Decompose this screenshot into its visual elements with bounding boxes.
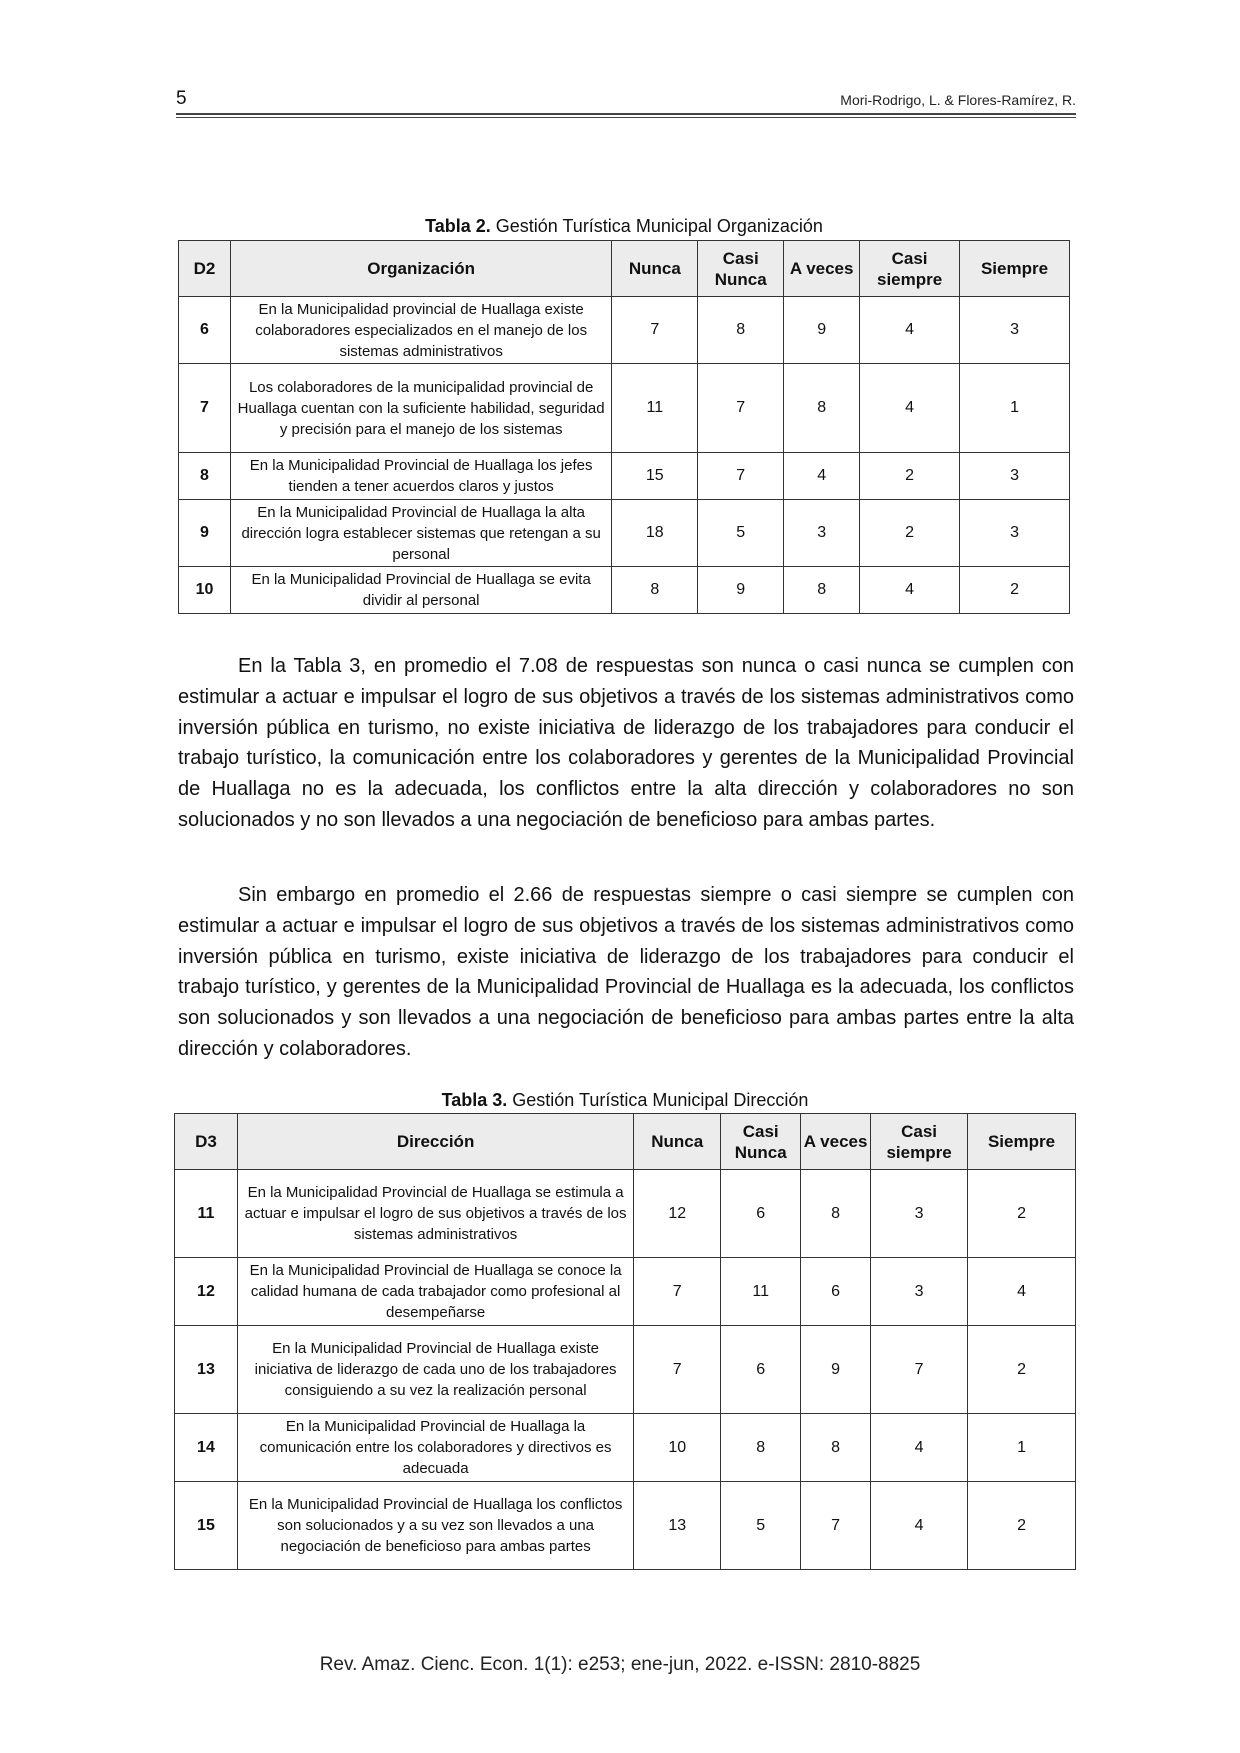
value-siempre: 2 (968, 1326, 1076, 1414)
table-row (175, 1414, 1076, 1482)
value-a-veces: 8 (801, 1414, 871, 1482)
value-casi-siempre: 4 (860, 567, 960, 614)
value-casi-nunca: 5 (698, 500, 784, 567)
value-casi-siempre: 4 (871, 1482, 968, 1570)
value-siempre: 3 (960, 500, 1070, 567)
value-a-veces: 8 (784, 567, 860, 614)
value-nunca: 12 (634, 1170, 721, 1258)
value-a-veces: 9 (801, 1326, 871, 1414)
table3-caption (174, 1090, 1076, 1111)
value-casi-nunca: 9 (698, 567, 784, 614)
column-header: A veces (801, 1114, 871, 1170)
value-casi-siempre: 4 (860, 364, 960, 453)
column-header: A veces (784, 241, 860, 297)
column-header: Casi Nunca (698, 241, 784, 297)
table-row (179, 500, 1070, 567)
running-authors: Mori-Rodrigo, L. & Flores-Ramírez, R. (840, 92, 1076, 108)
table-row (175, 1170, 1076, 1258)
value-siempre: 1 (968, 1414, 1076, 1482)
column-header: D3 (175, 1114, 238, 1170)
value-nunca: 11 (612, 364, 698, 453)
table3-caption-title: Gestión Turística Municipal Dirección (507, 1090, 809, 1110)
value-a-veces: 8 (801, 1170, 871, 1258)
column-header: Nunca (634, 1114, 721, 1170)
column-header: Casi Nunca (721, 1114, 801, 1170)
item-id: 8 (179, 453, 231, 500)
table2-caption-title: Gestión Turística Municipal Organización (490, 216, 823, 236)
item-description: En la Municipalidad Provincial de Huallaga se evita dividir al personal (230, 567, 611, 614)
body-paragraph-2 (178, 880, 1074, 1065)
value-nunca: 8 (612, 567, 698, 614)
item-id: 11 (175, 1170, 238, 1258)
value-nunca: 13 (634, 1482, 721, 1570)
value-casi-nunca: 8 (721, 1414, 801, 1482)
value-casi-nunca: 8 (698, 297, 784, 364)
column-header: Siempre (968, 1114, 1076, 1170)
value-a-veces: 3 (784, 500, 860, 567)
value-casi-nunca: 5 (721, 1482, 801, 1570)
item-description: En la Municipalidad Provincial de Huallaga la comunicación entre los colaboradores y directivos es adecuada (237, 1414, 633, 1482)
header-rule (176, 113, 1076, 115)
value-siempre: 3 (960, 297, 1070, 364)
value-casi-nunca: 7 (698, 364, 784, 453)
table-row (179, 364, 1070, 453)
item-description: En la Municipalidad provincial de Huallaga existe colaboradores especializados en el manejo de los sistemas administrativos (230, 297, 611, 364)
item-id: 15 (175, 1482, 238, 1570)
item-id: 12 (175, 1258, 238, 1326)
column-header: D2 (179, 241, 231, 297)
value-casi-nunca: 7 (698, 453, 784, 500)
value-nunca: 15 (612, 453, 698, 500)
item-description: En la Municipalidad Provincial de Huallaga se estimula a actuar e impulsar el logro de sus objetivos a través de los sistemas administrativos (237, 1170, 633, 1258)
value-casi-siempre: 3 (871, 1170, 968, 1258)
journal-footer: Rev. Amaz. Cienc. Econ. 1(1): e253; ene-jun, 2022. e-ISSN: 2810-8825 (319, 1654, 921, 1675)
item-description: En la Municipalidad Provincial de Huallaga la alta dirección logra establecer sistemas que retengan a su personal (230, 500, 611, 567)
item-description: En la Municipalidad Provincial de Huallaga los conflictos son solucionados y a su vez son llevados a una negociación de beneficioso para ambas partes (237, 1482, 633, 1570)
item-id: 7 (179, 364, 231, 453)
value-a-veces: 8 (784, 364, 860, 453)
value-nunca: 7 (634, 1326, 721, 1414)
table-row (179, 567, 1070, 614)
column-header: Organización (230, 241, 611, 297)
item-id: 13 (175, 1326, 238, 1414)
table-row (179, 297, 1070, 364)
value-siempre: 2 (968, 1482, 1076, 1570)
value-nunca: 7 (634, 1258, 721, 1326)
table-row (179, 453, 1070, 500)
value-a-veces: 7 (801, 1482, 871, 1570)
paragraph-text: En la Tabla 3, en promedio el 7.08 de respuestas son nunca o casi nunca se cumplen con estimular a actuar e impulsar el logro de sus objetivos a través de los sistemas administrativos como inversión pública en turismo, no existe iniciativa de liderazgo de los trabajadores para conducir el trabajo turístico, la comunicación entre los colaboradores y gerentes de la Municipalidad Provincial de Huallaga no es la adecuada, los conflictos entre la alta dirección y colaboradores no son solucionados y no son llevados a una negociación de beneficioso para ambas partes. (178, 655, 1074, 831)
table-row (175, 1258, 1076, 1326)
value-siempre: 1 (960, 364, 1070, 453)
table-2 (178, 240, 1070, 614)
value-nunca: 10 (634, 1414, 721, 1482)
item-description: En la Municipalidad Provincial de Huallaga se conoce la calidad humana de cada trabajador como profesional al desempeñarse (237, 1258, 633, 1326)
table2-caption-label: Tabla 2. (425, 216, 491, 236)
table-header-row (179, 241, 1070, 297)
value-siempre: 4 (968, 1258, 1076, 1326)
column-header: Dirección (237, 1114, 633, 1170)
table-row (175, 1326, 1076, 1414)
item-id: 9 (179, 500, 231, 567)
header-rule-thin (176, 117, 1076, 118)
value-casi-siempre: 2 (860, 453, 960, 500)
value-siempre: 3 (960, 453, 1070, 500)
value-casi-siempre: 7 (871, 1326, 968, 1414)
value-siempre: 2 (960, 567, 1070, 614)
value-casi-siempre: 2 (860, 500, 960, 567)
item-id: 6 (179, 297, 231, 364)
column-header: Nunca (612, 241, 698, 297)
paragraph-text: Sin embargo en promedio el 2.66 de respuestas siempre o casi siempre se cumplen con estimular a actuar e impulsar el logro de sus objetivos a través de los sistemas administrativos como inversión pública en turismo, existe iniciativa de liderazgo de los trabajadores para conducir el trabajo turístico, y gerentes de la Municipalidad Provincial de Huallaga es la adecuada, los conflictos son solucionados y son llevados a una negociación de beneficioso para ambas partes entre la alta dirección y colaboradores. (178, 884, 1074, 1060)
value-casi-siempre: 4 (871, 1414, 968, 1482)
value-siempre: 2 (968, 1170, 1076, 1258)
value-casi-siempre: 4 (860, 297, 960, 364)
page-number: 5 (176, 88, 187, 109)
table-row (175, 1482, 1076, 1570)
value-casi-siempre: 3 (871, 1258, 968, 1326)
table-3 (174, 1113, 1076, 1570)
item-id: 14 (175, 1414, 238, 1482)
value-casi-nunca: 11 (721, 1258, 801, 1326)
value-a-veces: 4 (784, 453, 860, 500)
item-description: En la Municipalidad Provincial de Huallaga los jefes tienden a tener acuerdos claros y justos (230, 453, 611, 500)
item-description: Los colaboradores de la municipalidad provincial de Huallaga cuentan con la suficiente habilidad, seguridad y precisión para el manejo de los sistemas (230, 364, 611, 453)
column-header: Casi siempre (871, 1114, 968, 1170)
value-casi-nunca: 6 (721, 1326, 801, 1414)
value-a-veces: 9 (784, 297, 860, 364)
value-nunca: 18 (612, 500, 698, 567)
table2-caption (178, 216, 1070, 237)
table-header-row (175, 1114, 1076, 1170)
item-description: En la Municipalidad Provincial de Huallaga existe iniciativa de liderazgo de cada uno de los trabajadores consiguiendo a su vez la realización personal (237, 1326, 633, 1414)
table3-caption-label: Tabla 3. (441, 1090, 508, 1110)
column-header: Casi siempre (860, 241, 960, 297)
value-casi-nunca: 6 (721, 1170, 801, 1258)
column-header: Siempre (960, 241, 1070, 297)
item-id: 10 (179, 567, 231, 614)
value-nunca: 7 (612, 297, 698, 364)
body-paragraph-1 (178, 651, 1074, 836)
value-a-veces: 6 (801, 1258, 871, 1326)
